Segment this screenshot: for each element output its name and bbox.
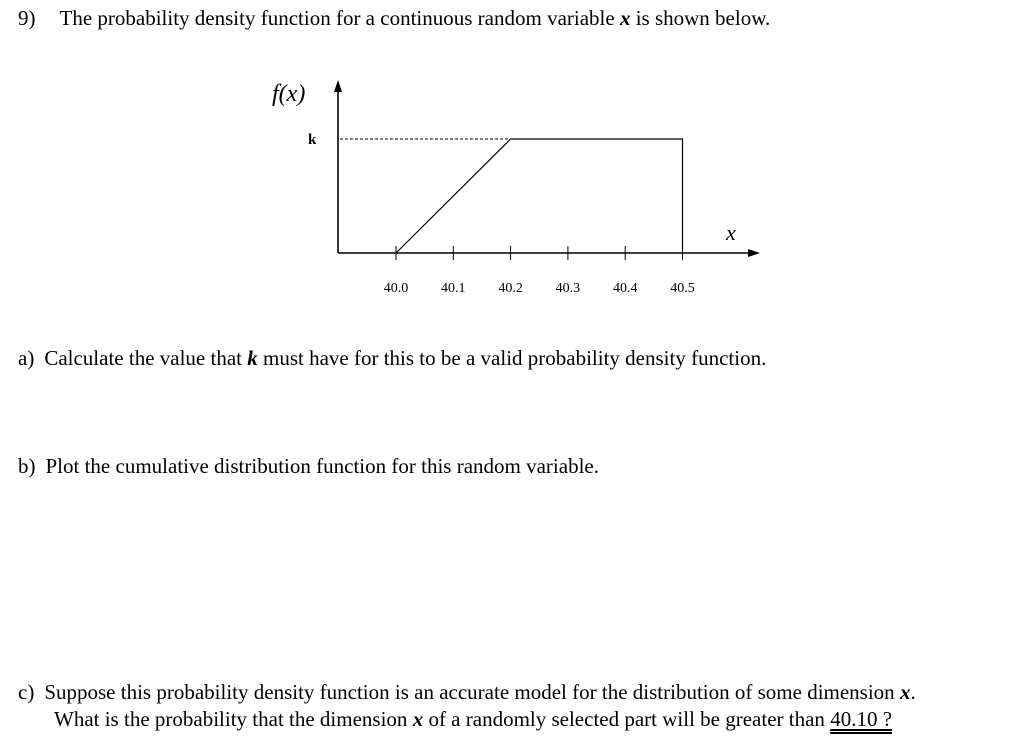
question-header: 9) The probability density function for a continuous random variable x is shown below.	[18, 6, 771, 30]
x-tick-label-3: 40.3	[555, 281, 581, 296]
x-tick-label-1: 40.1	[441, 281, 466, 296]
y-axis-label: f(x)	[272, 81, 306, 107]
part-c-line2: What is the probability that the dimension x of a randomly selected part will be greater than 40.10 ?	[54, 707, 893, 731]
threshold-value: 40.10 ?	[830, 707, 893, 731]
density-curve	[396, 139, 683, 253]
question-number: 9)	[18, 6, 36, 30]
x-tick-label-2: 40.2	[498, 281, 523, 296]
part-b: b) Plot the cumulative distribution function for this random variable.	[18, 454, 599, 478]
question-prompt: The probability density function for a continuous random variable	[59, 6, 620, 30]
variable-x: x	[619, 6, 631, 30]
variable-k: k	[247, 346, 258, 370]
x-axis-arrow-icon	[748, 249, 760, 257]
x-axis-label: x	[726, 220, 736, 245]
part-c-line1: c) Suppose this probability density function is an accurate model for the distribution of some dimension x.	[18, 680, 916, 704]
x-tick-label-0: 40.0	[383, 281, 409, 296]
part-a: a) Calculate the value that k must have for this to be a valid probability density function.	[18, 346, 767, 370]
x-tick-label-4: 40.4	[612, 281, 638, 296]
x-tick-label-5: 40.5	[670, 281, 695, 296]
y-axis-arrow-icon	[334, 80, 342, 92]
k-label: k	[308, 132, 317, 148]
